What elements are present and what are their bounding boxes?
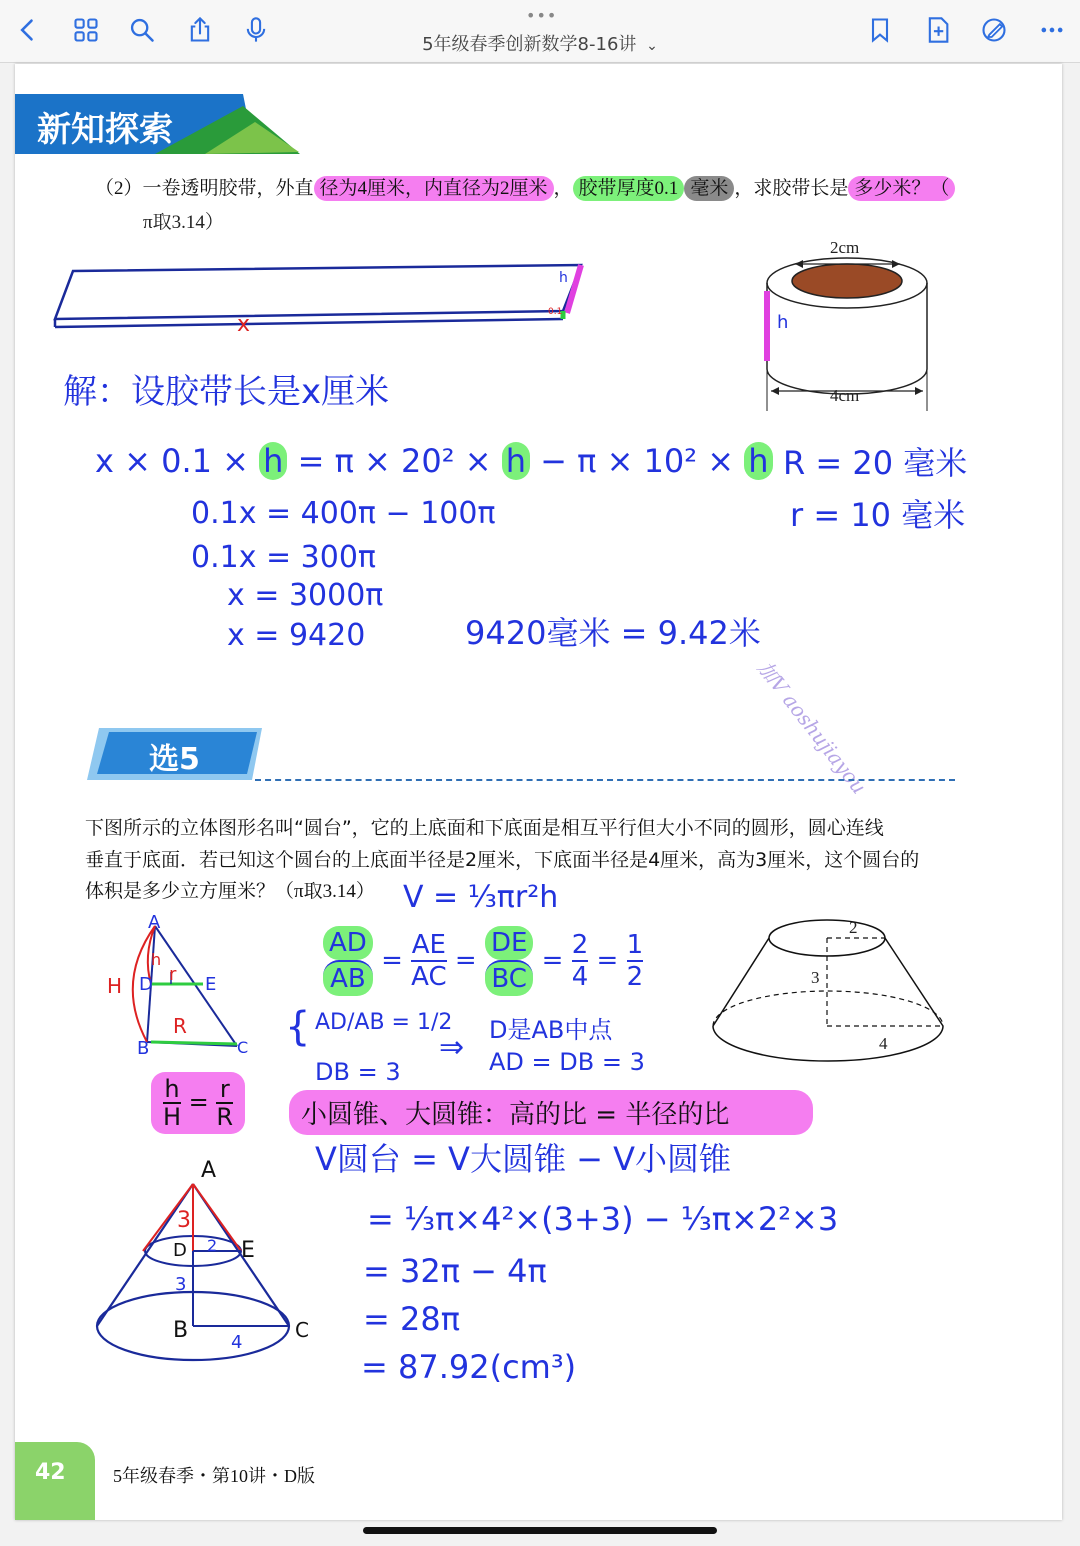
eq-part-c: − π × 10² × <box>529 442 735 480</box>
highlight-unit: 毫米 <box>684 176 734 201</box>
solution1-equation <box>95 442 773 480</box>
cone-label-B: B <box>173 1318 189 1343</box>
system-line4: AD = DB = 3 <box>489 1048 645 1076</box>
section-divider <box>255 779 955 781</box>
banner-title: 新知探索 <box>37 110 173 150</box>
problem-text <box>95 172 975 205</box>
tri-label-E: E <box>205 974 217 995</box>
add-page-icon[interactable] <box>922 14 954 46</box>
ratio-AE: AE <box>411 930 446 960</box>
section-banner-choice5 <box>87 728 262 780</box>
problem-prefix: （2）一卷透明胶带，外直 <box>95 178 314 199</box>
tri-label-D: D <box>139 974 153 995</box>
ratio-num2: 2 <box>571 930 589 960</box>
system-line1: AD/AB = 1/2 <box>315 1010 453 1035</box>
ratio-den2: 2 <box>626 962 644 992</box>
roll-outer-diameter: 4cm <box>830 386 860 405</box>
share-icon[interactable] <box>184 14 216 46</box>
outer-radius-note: R = 20 毫米 <box>783 444 968 482</box>
cone-label-E: E <box>241 1238 255 1263</box>
problem-sep: ， <box>553 178 573 199</box>
section-banner-new-knowledge <box>15 94 305 154</box>
roll-inner-diameter: 2cm <box>830 238 860 257</box>
page-number-tab <box>15 1442 95 1520</box>
tri-label-h: h <box>151 950 162 969</box>
frustum-height: 3 <box>811 968 820 987</box>
watermark-text: 加V aoshujiayou <box>752 656 872 799</box>
frustum-bottom-radius: 4 <box>879 1034 888 1053</box>
ratio-num1: 1 <box>626 930 644 960</box>
cone-label-3-top: 3 <box>177 1208 191 1233</box>
roll-height-label: h <box>777 312 789 333</box>
calc-line1: = ⅓π×4²×(3+3) − ⅓π×2²×3 <box>367 1200 839 1238</box>
cone-label-4: 4 <box>231 1332 243 1353</box>
document-title-text: 5年级春季创新数学8-16讲 <box>422 34 637 55</box>
frustum-problem-line3: 体积是多少立方厘米？（π取3.14） <box>85 881 375 902</box>
tri-label-C: C <box>237 1038 249 1057</box>
calc-line3: = 28π <box>363 1300 460 1338</box>
tape-strip-figure <box>53 259 593 339</box>
system-line2: DB = 3 <box>315 1058 401 1086</box>
banner2-title: 选5 <box>149 742 200 777</box>
frustum-figure <box>711 916 951 1066</box>
ratio-AB: AB <box>323 960 373 996</box>
footer-text: 5年级春季・第10讲・D版 <box>113 1466 315 1486</box>
cone-label-3-bottom: 3 <box>175 1274 187 1295</box>
tri-label-H: H <box>107 974 123 998</box>
inner-radius-note: r = 10 毫米 <box>790 496 966 534</box>
eq-part-a: x × 0.1 × <box>95 442 249 480</box>
solution1-step2: 0.1x = 400π − 100π <box>191 496 496 531</box>
tape-length-label: x <box>237 312 251 337</box>
eq-part-b: = π × 20² × <box>287 442 492 480</box>
home-indicator[interactable] <box>363 1527 717 1534</box>
frustum-problem-line1: 下图所示的立体图形名叫“圆台”，它的上底面和下底面是相互平行但大小不同的圆形，圆心连线 <box>85 817 884 839</box>
tri-label-A: A <box>148 912 161 933</box>
solution1-step3: 0.1x = 300π <box>191 540 376 575</box>
system-brace: { <box>285 1004 311 1050</box>
tri-label-r: r <box>169 964 177 985</box>
ratio-DE: DE <box>485 926 533 960</box>
cone-label-C: C <box>295 1318 309 1342</box>
similar-ratio: $\frac{h}{H}$ = $\frac{r}{R}$ <box>151 1072 245 1134</box>
solution1-step4: x = 3000π <box>227 578 384 613</box>
drag-grabber[interactable]: ••• <box>526 6 558 25</box>
cone-label-2: 2 <box>207 1236 218 1255</box>
cone-sketch <box>95 1174 315 1364</box>
document-page[interactable] <box>15 64 1062 1520</box>
eq-h1: h <box>259 442 287 480</box>
calc-line4: = 87.92(cm³) <box>361 1348 577 1386</box>
triangle-sketch <box>107 922 267 1052</box>
hr-H: H <box>163 1103 182 1131</box>
markup-icon[interactable] <box>978 14 1010 46</box>
back-icon[interactable] <box>12 14 44 46</box>
mic-icon[interactable] <box>240 14 272 46</box>
ratio-BC: BC <box>485 960 533 996</box>
document-title[interactable] <box>380 30 700 56</box>
frustum-top-radius: 2 <box>849 918 858 937</box>
highlight-diameters: 径为4厘米，内直径为2厘米 <box>314 176 554 201</box>
hr-r: r <box>219 1075 230 1103</box>
chevron-down-icon: ⌄ <box>646 38 658 54</box>
toolbar <box>0 0 1080 63</box>
problem-mid: ，求胶带长是 <box>734 178 849 199</box>
tri-label-B: B <box>137 1038 150 1059</box>
volume-formula: V = ⅓πr²h <box>403 880 559 915</box>
grid-icon[interactable] <box>70 14 102 46</box>
frustum-volume-def: V圆台 = V大圆锥 − V小圆锥 <box>315 1140 731 1178</box>
search-icon[interactable] <box>126 14 158 46</box>
ratio-AD: AD <box>323 926 373 960</box>
cone-label-A: A <box>201 1158 217 1183</box>
hr-R: R <box>216 1103 234 1131</box>
frustum-problem-line2: 垂直于底面．若已知这个圆台的上底面半径是2厘米，下底面半径是4厘米，高为3厘米，这个圆台的 <box>85 849 920 871</box>
ratio-equation: $\frac{AD}{AB}$ = $\frac{AE}{AC}$ = $\frac{DE}{BC}$ = $\frac{2}{4}$ = $\frac{1}{2}$ <box>323 926 643 996</box>
tape-thickness-label: 0.1 <box>548 307 563 317</box>
cone-ratio-note: 小圆锥、大圆锥：高的比 = 半径的比 <box>289 1090 813 1135</box>
system-line3: D是AB中点 <box>489 1016 613 1044</box>
solution1-step5: x = 9420 <box>227 618 366 653</box>
tri-label-R: R <box>173 1014 187 1038</box>
ratio-den4: 4 <box>571 962 589 992</box>
calc-line2: = 32π − 4π <box>363 1252 547 1290</box>
highlight-thickness: 胶带厚度0.1 <box>573 176 685 201</box>
eq-h3: h <box>744 442 772 480</box>
ratio-AC: AC <box>411 962 447 992</box>
problem-pi-note: π取3.14） <box>143 212 224 233</box>
solution1-let: 解：设胶带长是x厘米 <box>63 372 390 412</box>
hr-h: h <box>164 1075 180 1103</box>
eq-h2: h <box>502 442 530 480</box>
more-icon[interactable] <box>1036 14 1068 46</box>
bookmark-icon[interactable] <box>864 14 896 46</box>
tape-width-label: h <box>559 270 568 286</box>
highlight-question: 多少米？（ <box>848 176 955 201</box>
page-number: 42 <box>35 1460 66 1485</box>
solution1-convert: 9420毫米 = 9.42米 <box>465 614 761 652</box>
implies-arrow: ⇒ <box>439 1030 465 1065</box>
cone-label-D: D <box>173 1240 187 1261</box>
